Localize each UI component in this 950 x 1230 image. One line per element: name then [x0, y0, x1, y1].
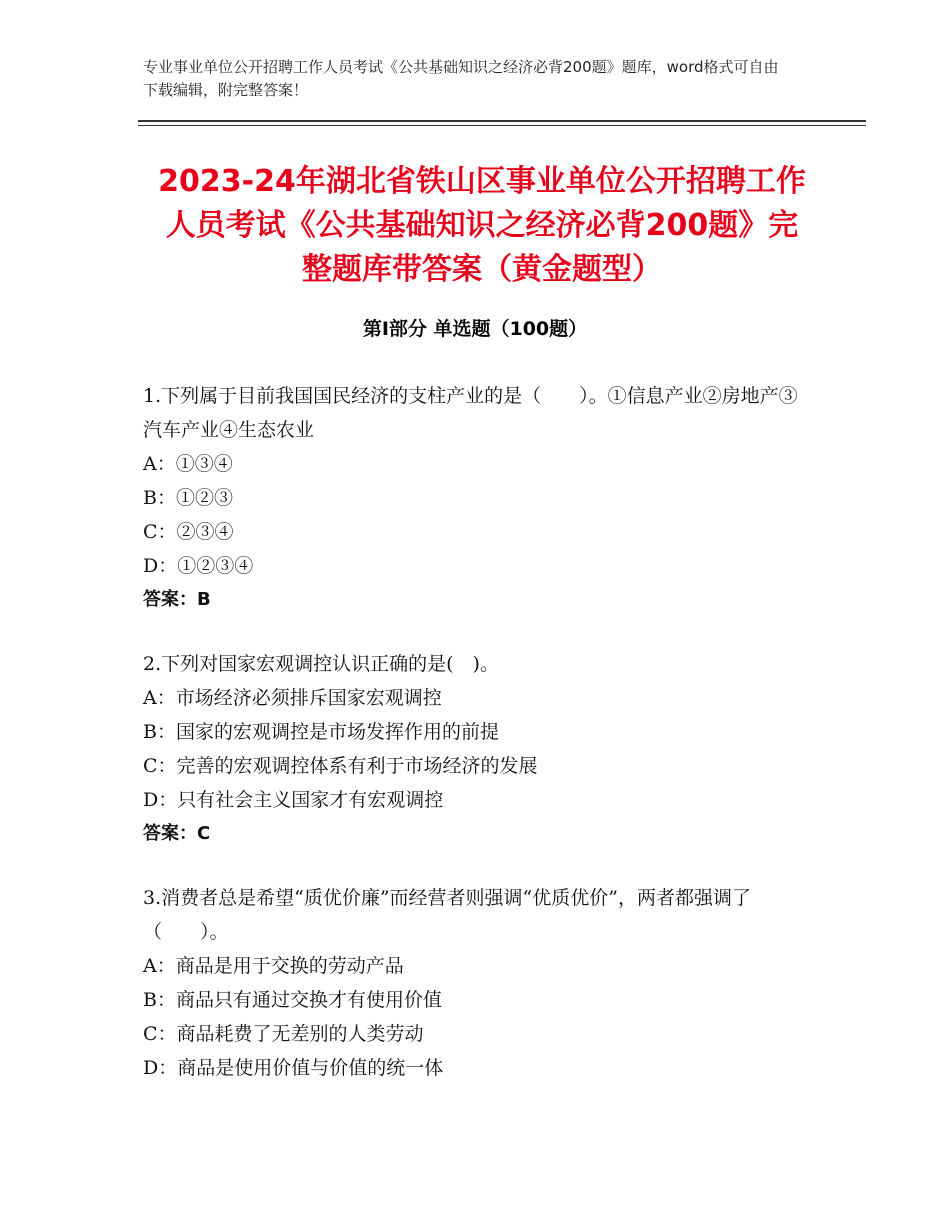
option-c: C：完善的宏观调控体系有利于市场经济的发展 — [143, 755, 538, 777]
question-list — [143, 379, 803, 1115]
option-b: B：国家的宏观调控是市场发挥作用的前提 — [143, 721, 499, 743]
header-rule-thick — [138, 120, 866, 122]
document-title: 2023-24年湖北省铁山区事业单位公开招聘工作人员考试《公共基础知识之经济必背200题》完整题库带答案（黄金题型） — [158, 164, 806, 287]
answer: 答案：C — [143, 823, 211, 844]
option-a: A：商品是用于交换的劳动产品 — [143, 955, 404, 977]
option-a: A：市场经济必须排斥国家宏观调控 — [143, 687, 442, 709]
question-1 — [143, 379, 803, 617]
question-2 — [143, 647, 803, 851]
question-stem: 2.下列对国家宏观调控认识正确的是( )。 — [143, 653, 499, 675]
option-a: A：①③④ — [143, 453, 233, 475]
question-stem: 3.消费者总是希望“质优价廉”而经营者则强调“优质优价”，两者都强调了（ ）。 — [143, 887, 751, 943]
section-title: 第Ⅰ部分 单选题（100题） — [362, 318, 588, 340]
header-note: 专业事业单位公开招聘工作人员考试《公共基础知识之经济必背200题》题库，word格式可自由下载编辑，附完整答案！ — [143, 58, 779, 99]
header-rule-thin — [138, 125, 866, 126]
answer: 答案：B — [143, 589, 211, 610]
option-d: D：①②③④ — [143, 555, 254, 577]
option-b: B：商品只有通过交换才有使用价值 — [143, 989, 442, 1011]
option-c: C：②③④ — [143, 521, 234, 543]
option-d: D：商品是使用价值与价值的统一体 — [143, 1057, 444, 1079]
option-c: C：商品耗费了无差别的人类劳动 — [143, 1023, 424, 1045]
question-3 — [143, 881, 803, 1085]
question-stem: 1.下列属于目前我国国民经济的支柱产业的是（ ）。①信息产业②房地产③汽车产业④生态农业 — [143, 385, 798, 441]
option-d: D：只有社会主义国家才有宏观调控 — [143, 789, 444, 811]
option-b: B：①②③ — [143, 487, 233, 509]
